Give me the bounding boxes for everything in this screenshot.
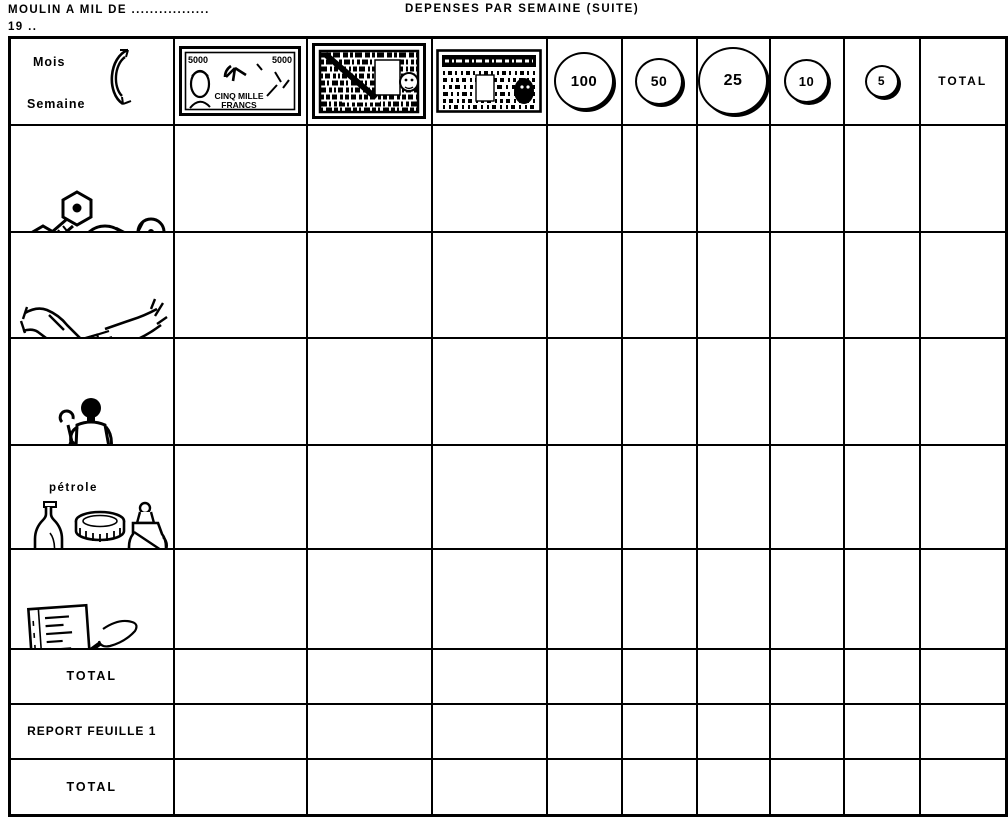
entry-cell — [307, 445, 432, 549]
banknote-2-header-cell — [307, 38, 432, 125]
entry-cell — [622, 125, 697, 232]
banknote-small-engraving-icon — [436, 49, 542, 113]
total-row-2-label: TOTAL — [10, 759, 174, 816]
entry-cell — [844, 232, 920, 338]
entry-cell — [174, 445, 307, 549]
banknote-3-header-cell — [432, 38, 547, 125]
hands-exchanging-money-icon — [17, 287, 169, 338]
entry-cell — [844, 759, 920, 816]
entry-cell — [174, 549, 307, 649]
entry-cell — [174, 704, 307, 759]
entry-cell — [697, 232, 770, 338]
total-row-1-label: TOTAL — [10, 649, 174, 704]
coin-100-header-cell — [547, 38, 622, 125]
crescent-moon-icon — [95, 44, 139, 110]
entry-cell — [174, 125, 307, 232]
entry-cell — [770, 704, 844, 759]
entry-cell — [547, 759, 622, 816]
coin-50-icon — [635, 58, 683, 105]
entry-cell — [770, 338, 844, 445]
coin-100-icon — [554, 52, 614, 110]
entry-cell — [844, 704, 920, 759]
month-label: Mois — [33, 55, 66, 69]
entry-cell — [920, 232, 1007, 338]
weekly-expenses-table — [8, 36, 1008, 817]
entry-cell — [697, 125, 770, 232]
entry-cell — [432, 445, 547, 549]
entry-cell — [770, 125, 844, 232]
entry-cell — [622, 549, 697, 649]
entry-cell — [307, 125, 432, 232]
lubricants-pictogram-cell — [10, 445, 174, 549]
entry-cell — [174, 232, 307, 338]
entry-cell — [844, 338, 920, 445]
repairman-pictogram-cell — [10, 338, 174, 445]
coin-100-value: 100 — [570, 72, 598, 90]
entry-cell — [307, 232, 432, 338]
oil-bottle-grease-tin-oilcan-icon — [17, 499, 169, 549]
entry-cell — [174, 649, 307, 704]
entry-cell — [770, 649, 844, 704]
entry-cell — [622, 649, 697, 704]
entry-cell — [844, 445, 920, 549]
entry-cell — [174, 759, 307, 816]
banknote-5000-header-cell — [174, 38, 307, 125]
entry-cell — [622, 704, 697, 759]
total-row-2 — [10, 759, 1007, 816]
entry-cell — [920, 549, 1007, 649]
entry-cell — [697, 649, 770, 704]
ledger-pen-banknotes-icon — [17, 601, 169, 649]
coin-5-icon — [865, 65, 899, 98]
expense-row-records — [10, 549, 1007, 649]
entry-cell — [174, 338, 307, 445]
coin-10-value: 10 — [798, 73, 815, 89]
total-header-cell: TOTAL — [920, 38, 1007, 125]
entry-cell — [844, 649, 920, 704]
entry-cell — [547, 704, 622, 759]
entry-cell — [307, 338, 432, 445]
coin-50-header-cell — [622, 38, 697, 125]
month-week-header-cell — [10, 38, 174, 125]
page-title: DEPENSES PAR SEMAINE (SUITE) — [405, 3, 640, 15]
entry-cell — [697, 445, 770, 549]
entry-cell — [622, 338, 697, 445]
entry-cell — [920, 338, 1007, 445]
header-row — [10, 38, 1007, 125]
entry-cell — [920, 649, 1007, 704]
mill-name-line: MOULIN A MIL DE ................. — [8, 4, 210, 16]
hands-money-pictogram-cell — [10, 232, 174, 338]
entry-cell — [622, 232, 697, 338]
entry-cell — [547, 649, 622, 704]
entry-cell — [547, 232, 622, 338]
form-owner-heading — [8, 2, 210, 36]
coin-10-header-cell — [770, 38, 844, 125]
entry-cell — [432, 649, 547, 704]
svg-text:5000: 5000 — [188, 55, 209, 66]
petrole-caption: pétrole — [49, 481, 98, 494]
entry-cell — [920, 759, 1007, 816]
entry-cell — [920, 445, 1007, 549]
coin-25-icon — [698, 47, 768, 115]
entry-cell — [697, 759, 770, 816]
entry-cell — [697, 338, 770, 445]
entry-cell — [432, 759, 547, 816]
entry-cell — [547, 125, 622, 232]
report-row — [10, 704, 1007, 759]
entry-cell — [622, 759, 697, 816]
svg-text:5000: 5000 — [271, 55, 292, 66]
svg-text:CINQ MILLE: CINQ MILLE — [214, 91, 264, 102]
entry-cell — [697, 704, 770, 759]
entry-cell — [770, 445, 844, 549]
entry-cell — [770, 759, 844, 816]
repairman-with-wrench-icon — [17, 393, 169, 445]
entry-cell — [697, 549, 770, 649]
banknote-5000-francs-icon — [179, 46, 301, 116]
coin-5-value: 5 — [877, 74, 886, 89]
coin-25-value: 25 — [723, 72, 743, 90]
entry-cell — [622, 445, 697, 549]
entry-cell — [307, 759, 432, 816]
expense-row-spare-parts — [10, 125, 1007, 232]
coin-5-header-cell — [844, 38, 920, 125]
entry-cell — [770, 549, 844, 649]
spare-parts-pictogram-cell — [10, 125, 174, 232]
year-line: 19 .. — [8, 21, 38, 33]
spare-parts-bolt-pulley-icon — [17, 180, 169, 232]
entry-cell — [307, 704, 432, 759]
expense-row-lubricants — [10, 445, 1007, 549]
entry-cell — [432, 338, 547, 445]
svg-text:FRANCS: FRANCS — [221, 100, 257, 111]
entry-cell — [547, 338, 622, 445]
entry-cell — [844, 125, 920, 232]
entry-cell — [432, 549, 547, 649]
coin-50-value: 50 — [650, 73, 668, 90]
expense-row-repairman — [10, 338, 1007, 445]
entry-cell — [770, 232, 844, 338]
entry-cell — [547, 445, 622, 549]
entry-cell — [307, 649, 432, 704]
banknote-dark-engraving-icon — [312, 43, 426, 119]
coin-25-header-cell — [697, 38, 770, 125]
entry-cell — [307, 549, 432, 649]
entry-cell — [920, 704, 1007, 759]
coin-10-icon — [784, 59, 829, 103]
total-row-1 — [10, 649, 1007, 704]
entry-cell — [432, 232, 547, 338]
entry-cell — [432, 125, 547, 232]
entry-cell — [547, 549, 622, 649]
report-row-label: REPORT FEUILLE 1 — [10, 704, 174, 759]
week-label: Semaine — [27, 97, 86, 111]
entry-cell — [920, 125, 1007, 232]
expense-row-payments — [10, 232, 1007, 338]
records-pictogram-cell — [10, 549, 174, 649]
entry-cell — [844, 549, 920, 649]
entry-cell — [432, 704, 547, 759]
